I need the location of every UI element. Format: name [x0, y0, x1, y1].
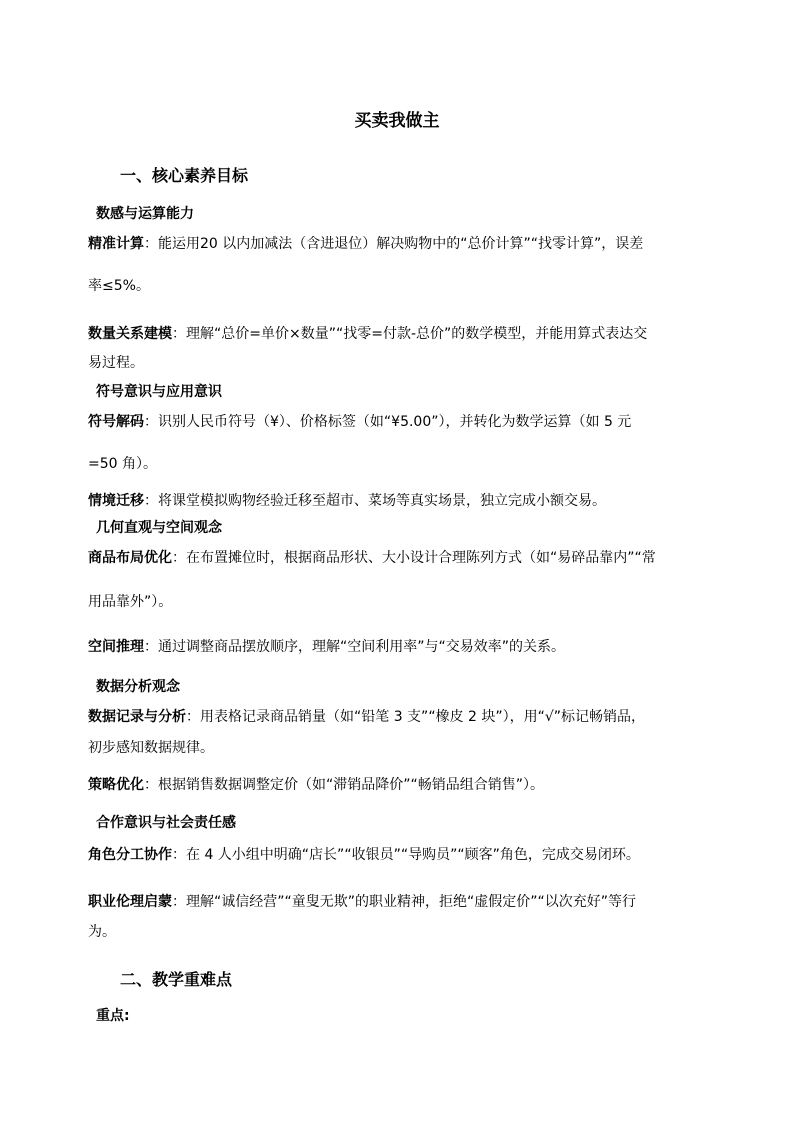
label-precise-calc: 精准计算	[88, 236, 144, 252]
label-strategy: 策略优化	[88, 777, 144, 793]
subheading-geometry: 几何直观与空间观念	[96, 520, 222, 536]
document-title: 买卖我做主	[354, 111, 440, 131]
label-quantity-model: 数量关系建模	[88, 326, 172, 342]
text-role-division: ：在 4 人小组中明确“店长”“收银员”“导购员”“顾客”角色，完成交易闭环。	[172, 847, 640, 863]
paragraph-role-division	[88, 844, 640, 864]
text-symbol-decode: ：识别人民币符号（¥）、价格标签（如“¥5.00”），并转化为数学运算（如 5 元	[144, 414, 632, 430]
paragraph-precise-calc	[88, 233, 643, 253]
paragraph-quantity-model	[88, 323, 647, 343]
label-role-division: 角色分工协作	[88, 847, 172, 863]
text-context-transfer: ：将课堂模拟购物经验迁移至超市、菜场等真实场景，独立完成小额交易。	[144, 493, 606, 509]
paragraph-symbol-decode	[88, 411, 631, 431]
text-spatial-reasoning: ：通过调整商品摆放顺序，理解“空间利用率”与“交易效率”的关系。	[144, 639, 566, 655]
paragraph-spatial-reasoning	[88, 636, 565, 656]
text-layout-optimize: ：在布置摊位时，根据商品形状、大小设计合理陈列方式（如“易碎品靠内”“常	[172, 550, 656, 566]
text-strategy: ：根据销售数据调整定价（如“滞销品降价”“畅销品组合销售”）。	[144, 777, 545, 793]
paragraph-data-record-cont: 初步感知数据规律。	[88, 740, 214, 756]
subheading-focus: 重点:	[96, 1008, 130, 1024]
text-data-record: ：用表格记录商品销量（如“铅笔 3 支”“橡皮 2 块”），用“√”标记畅销品，	[186, 709, 646, 725]
section-heading-goals: 一、核心素养目标	[120, 166, 249, 185]
paragraph-context-transfer	[88, 490, 606, 510]
paragraph-precise-calc-cont: 率≤5%。	[88, 278, 150, 294]
section-heading-key-points: 二、教学重难点	[120, 970, 233, 989]
paragraph-layout-optimize	[88, 547, 656, 567]
paragraph-data-record	[88, 706, 645, 726]
paragraph-quantity-model-cont: 易过程。	[88, 355, 144, 371]
label-spatial-reasoning: 空间推理	[88, 639, 144, 655]
paragraph-ethics	[88, 891, 636, 911]
subheading-data-analysis: 数据分析观念	[96, 679, 180, 695]
text-quantity-model: ：理解“总价=单价×数量”“找零=付款-总价”的数学模型，并能用算式表达交	[172, 326, 648, 342]
label-symbol-decode: 符号解码	[88, 414, 144, 430]
label-data-record: 数据记录与分析	[88, 709, 186, 725]
subheading-number-sense: 数感与运算能力	[96, 206, 194, 222]
subheading-cooperation: 合作意识与社会责任感	[96, 815, 236, 831]
label-context-transfer: 情境迁移	[88, 493, 144, 509]
paragraph-ethics-cont: 为。	[88, 924, 116, 940]
paragraph-symbol-decode-cont: =50 角）。	[88, 456, 157, 472]
paragraph-strategy	[88, 774, 544, 794]
label-ethics: 职业伦理启蒙	[88, 894, 172, 910]
subheading-symbol-awareness: 符号意识与应用意识	[96, 384, 222, 400]
text-precise-calc: ：能运用20 以内加减法（含进退位）解决购物中的“总价计算”“找零计算”，误差	[144, 236, 644, 252]
label-layout-optimize: 商品布局优化	[88, 550, 172, 566]
text-ethics: ：理解“诚信经营”“童叟无欺”的职业精神，拒绝“虚假定价”“以次充好”等行	[172, 894, 637, 910]
paragraph-layout-optimize-cont: 用品靠外”）。	[88, 594, 173, 610]
